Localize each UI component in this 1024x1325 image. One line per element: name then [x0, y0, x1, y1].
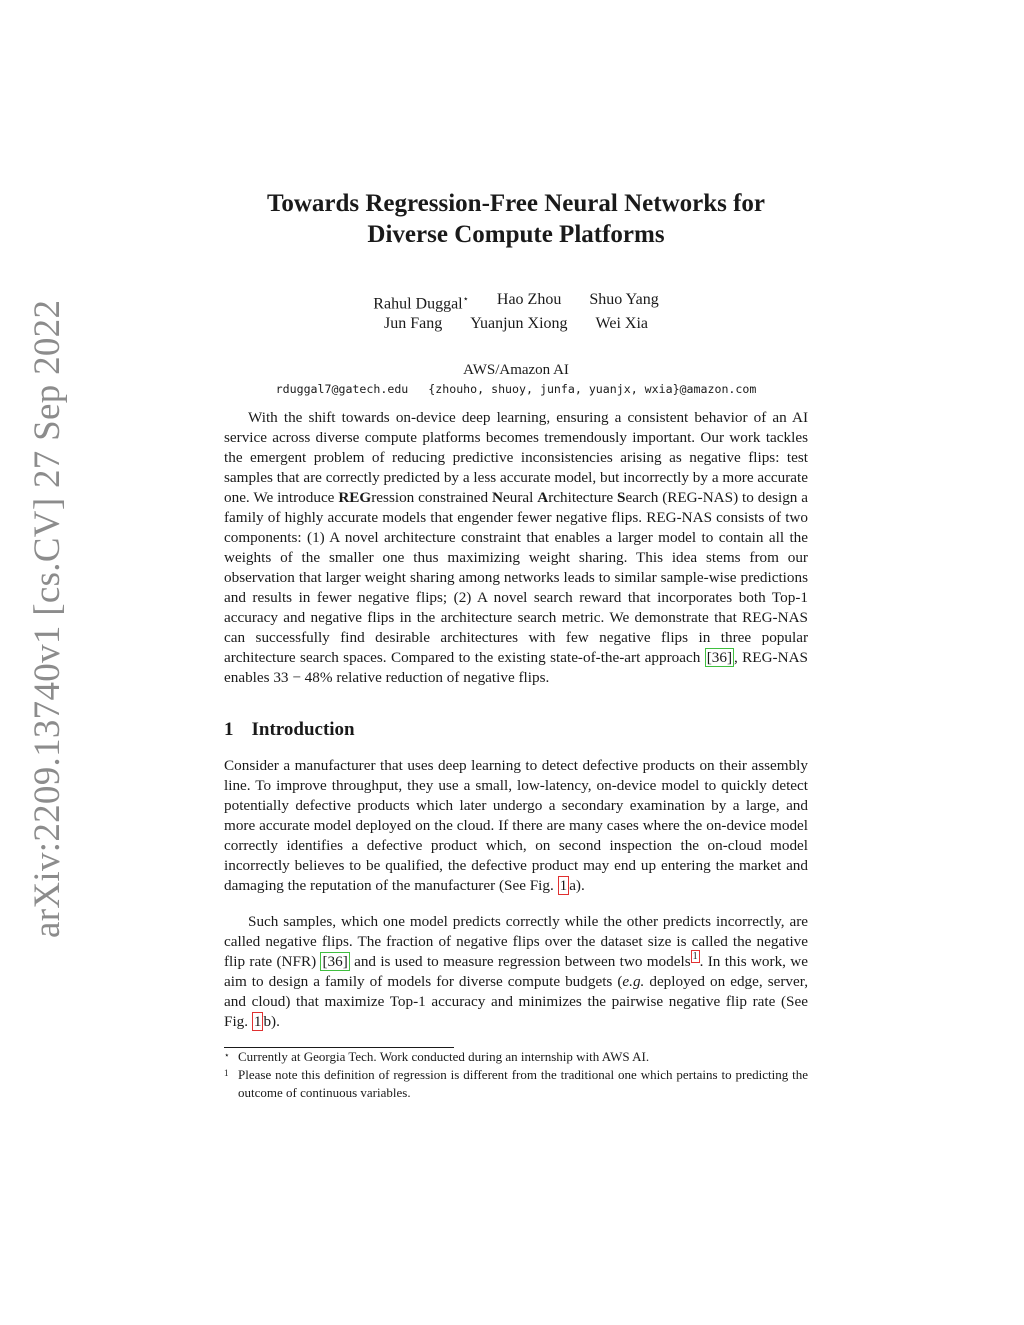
- author-name: Shuo Yang: [589, 291, 659, 308]
- author-row-2: [224, 314, 808, 334]
- footnote-text: Please note this definition of regression is different from the traditional one which pertains to predicting the outcome of continuous variables.: [238, 1066, 808, 1100]
- citation-link[interactable]: [36]: [706, 649, 733, 667]
- author-name: Rahul Duggal⋆: [373, 294, 469, 313]
- figure-reference-link[interactable]: 1: [253, 1012, 262, 1030]
- intro-paragraph-1: Consider a manufacturer that uses deep learning to detect defective products on their assembly line. To improve throughput, they use a small, low-latency, on-device model to quickly detect potentially defective products which later undergo a secondary examination by a large, and more accurate model deployed on the cloud. If there are many cases where the on-device model correctly identifies a defective product which, on second inspection the on-cloud model incorrectly believes to be qualified, the defective product may end up entering the market and damaging the reputation of the manufacturer (See Fig. 1 a).: [224, 757, 808, 895]
- footnote-link[interactable]: 1: [692, 951, 698, 963]
- footnote: [224, 1066, 808, 1102]
- email-primary: rduggal7@gatech.edu: [275, 382, 409, 397]
- citation-link[interactable]: [36]: [322, 952, 348, 970]
- arxiv-identifier-stamp: arXiv:2209.13740v1 [cs.CV] 27 Sep 2022: [27, 299, 68, 938]
- figure-reference-link[interactable]: 1: [559, 877, 568, 895]
- author-name: Jun Fang: [383, 315, 443, 333]
- footnote-mark: ⋆: [224, 1049, 230, 1060]
- footnote: [224, 1048, 808, 1066]
- section-heading-introduction: 1 Introduction: [224, 719, 355, 741]
- footnotes: [224, 1048, 808, 1102]
- author-emails: [224, 380, 808, 398]
- author-name: Wei Xia: [595, 315, 649, 333]
- footnote-text: Currently at Georgia Tech. Work conducted during an internship with AWS AI.: [238, 1048, 650, 1064]
- intro-paragraph-2: Such samples, which one model predicts correctly while the other predicts incorrectly, are called negative flips. The fraction of negative flips over the dataset size is called the negative flip rate (NFR) [36] and is used to measure regression between two models $^1$ . In this work, we aim to design a family of models for diverse compute budgets (e.g. deployed on edge, server, and cloud) that maximize Top-1 accuracy and minimizes the pairwise negative flip rate (See Fig. 1 b).: [224, 912, 808, 1030]
- paper-page: [224, 180, 808, 1102]
- title-line-1: Towards Regression-Free Neural Networks for: [266, 190, 766, 217]
- title-line-2: Diverse Compute Platforms: [367, 221, 665, 248]
- footnote-mark: 1: [224, 1067, 229, 1078]
- author-name: Yuanjun Xiong: [470, 315, 568, 333]
- affiliation: AWS/Amazon AI: [463, 362, 569, 379]
- author-list: [224, 290, 808, 334]
- author-name: Hao Zhou: [496, 291, 562, 308]
- author-row-1: [224, 290, 808, 314]
- author-footnote-mark: ⋆: [462, 294, 469, 305]
- email-group: {zhouho, shuoy, junfa, yuanjx, wxia}@amazon.com: [428, 382, 757, 397]
- paper-title: [224, 188, 808, 250]
- abstract: With the shift towards on-device deep learning, ensuring a consistent behavior of an AI service across diverse compute platforms becomes tremendously important. Our work tackles the emergent problem of reducing predictive inconsistencies arising as negative flips: test samples that are correctly predicted by a less accurate model, but incorrectly by a more accurate one. We introduce REGression constrained Neural Architecture Search (REG-NAS) to design a family of highly accurate models that engender fewer negative flips. REG-NAS consists of two components: (1) A novel architecture constraint that enables a larger model to contain all the weights of the smaller one thus maximizing weight sharing. This idea stems from our observation that larger weight sharing among networks leads to similar sample-wise predictions and results in fewer negative flips; (2) A novel search reward that incorporates both Top-1 accuracy and negative flips in the architecture search metric. We demonstrate that REG-NAS can successfully find desirable architectures with few negative flips in three popular architecture search spaces. Compared to the existing state-of-the-art approach [36] , REG-NAS enables 33 − 48% relative reduction of negative flips.: [224, 409, 808, 687]
